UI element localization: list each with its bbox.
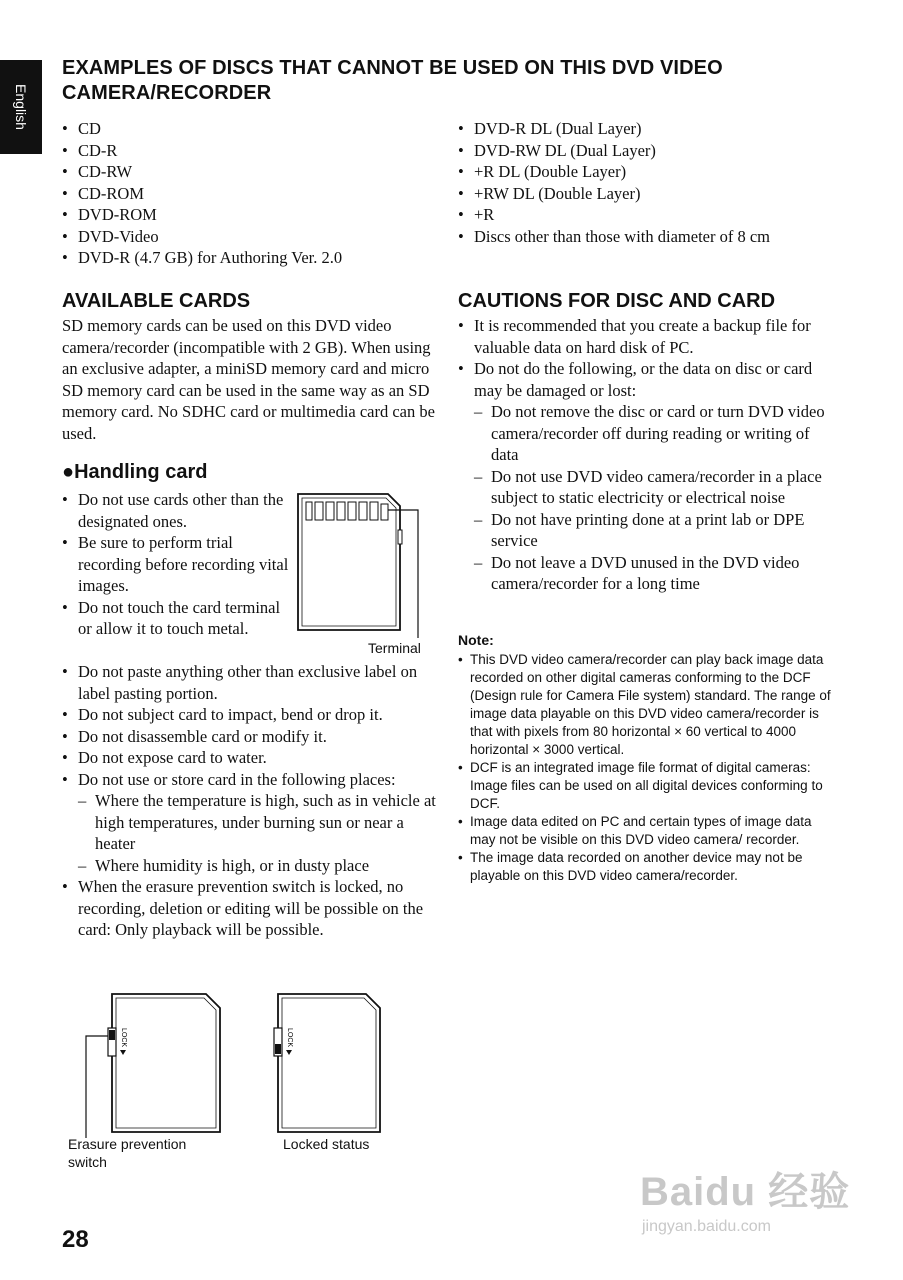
- list-item: • Do not touch the card terminal or allow it to touch metal.: [62, 597, 294, 640]
- handling-list-wide: [62, 661, 437, 941]
- list-item: • Do not subject card to impact, bend or drop it.: [62, 704, 437, 726]
- list-item: • Do not use cards other than the designated ones.: [62, 489, 294, 532]
- list-item: • DVD-R (4.7 GB) for Authoring Ver. 2.0: [62, 247, 442, 269]
- sd-card-erasure-switch-figure: [80, 990, 230, 1140]
- locked-status-label: Locked status: [283, 1136, 370, 1152]
- list-item: • CD-R: [62, 140, 442, 162]
- list-item-text: Do not use or store card in the following places:: [78, 769, 396, 789]
- list-item: – Do not remove the disc or card or turn DVD video camera/recorder off during reading or writing of data: [474, 401, 833, 466]
- terminal-label: Terminal: [368, 640, 421, 656]
- erasure-label-line2: switch: [68, 1154, 107, 1170]
- watermark-brand: Baidu 经验: [640, 1170, 851, 1214]
- list-item: • When the erasure prevention switch is locked, no recording, deletion or editing will be possible on the card: Only playback will be possible.: [62, 876, 437, 941]
- handling-title: Handling card: [74, 461, 208, 483]
- disc-list-right: [458, 118, 848, 247]
- watermark-url: jingyan.baidu.com: [642, 1218, 771, 1235]
- sd-card-locked-figure: [268, 990, 388, 1140]
- list-item: [458, 358, 833, 595]
- note-list: [458, 651, 838, 885]
- list-item: • Do not expose card to water.: [62, 747, 437, 769]
- list-item: • CD-RW: [62, 161, 442, 183]
- list-item: • DVD-RW DL (Dual Layer): [458, 140, 848, 162]
- list-item: • It is recommended that you create a backup file for valuable data on hard disk of PC.: [458, 315, 833, 358]
- language-tab-label: English: [13, 84, 29, 130]
- list-item: – Do not use DVD video camera/recorder in a place subject to static electricity or electrical noise: [474, 466, 833, 509]
- page-number: 28: [62, 1226, 89, 1253]
- list-item: [62, 769, 437, 877]
- list-item-text: Do not do the following, or the data on disc or card may be damaged or lost:: [474, 359, 813, 400]
- watermark: [640, 1160, 851, 1235]
- bullet-circle-icon: ●: [62, 461, 75, 483]
- lock-text: LOCK: [286, 1028, 293, 1048]
- list-item: – Do not have printing done at a print lab or DPE service: [474, 509, 833, 552]
- list-item: – Do not leave a DVD unused in the DVD video camera/recorder for a long time: [474, 552, 833, 595]
- list-item: – Where the temperature is high, such as in vehicle at high temperatures, under burning sun or near a heater: [78, 790, 437, 855]
- list-item: • +R DL (Double Layer): [458, 161, 848, 183]
- cautions-dash-list: [474, 401, 833, 595]
- list-item: • CD-ROM: [62, 183, 442, 205]
- list-item: • Do not disassemble card or modify it.: [62, 726, 437, 748]
- list-item: • The image data recorded on another device may not be playable on this DVD video camera/recorder.: [458, 849, 838, 885]
- heading-handling-card: [62, 460, 207, 484]
- sd-card-terminal-figure: [290, 488, 440, 648]
- available-cards-text: SD memory cards can be used on this DVD video camera/recorder (incompatible with 2 GB). When using an exclusive adapter, a miniSD memory card and micro SD memory card can be used in the same way as an SD memory card. No SDHC card or multimedia card can be used.: [62, 316, 435, 443]
- list-item: • DCF is an integrated image file format of digital cameras: Image files can be used on all digital devices conforming to DCF.: [458, 759, 838, 813]
- list-item: • Discs other than those with diameter of 8 cm: [458, 226, 848, 248]
- note-title: Note:: [458, 632, 494, 648]
- list-item: • CD: [62, 118, 442, 140]
- erasure-label: [68, 1135, 186, 1171]
- heading-available-cards: AVAILABLE CARDS: [62, 290, 251, 312]
- list-item: • This DVD video camera/recorder can play back image data recorded on other digital cameras conforming to the DCF (Design rule for Camera File system) standard. The range of image data playable on this DVD video camera/recorder is that with pixels from 80 horizontal × 60 vertical to 4000 horizontal × 3000 vertical.: [458, 651, 838, 759]
- list-item: • Image data edited on PC and certain types of image data may not be visible on this DVD video camera/ recorder.: [458, 813, 838, 849]
- erasure-label-line1: Erasure prevention: [68, 1136, 187, 1152]
- list-item: • Be sure to perform trial recording before recording vital images.: [62, 532, 294, 597]
- list-item: • DVD-Video: [62, 226, 442, 248]
- disc-list-left: [62, 118, 442, 269]
- list-item: – Where humidity is high, or in dusty place: [78, 855, 437, 877]
- list-item: • +R: [458, 204, 848, 226]
- cautions-list: [458, 315, 833, 595]
- erasure-leader-line: [86, 1036, 108, 1138]
- list-item: • +RW DL (Double Layer): [458, 183, 848, 205]
- list-item: • DVD-ROM: [62, 204, 442, 226]
- heading-discs-not-usable: EXAMPLES OF DISCS THAT CANNOT BE USED ON THIS DVD VIDEO CAMERA/RECORDER: [62, 57, 723, 104]
- lock-text: LOCK: [120, 1028, 127, 1048]
- list-item: • DVD-R DL (Dual Layer): [458, 118, 848, 140]
- language-tab: [0, 60, 42, 154]
- places-list: [78, 790, 437, 876]
- list-item: • Do not paste anything other than exclusive label on label pasting portion.: [62, 661, 437, 704]
- heading-cautions: CAUTIONS FOR DISC AND CARD: [458, 290, 776, 312]
- handling-list-narrow: [62, 489, 294, 640]
